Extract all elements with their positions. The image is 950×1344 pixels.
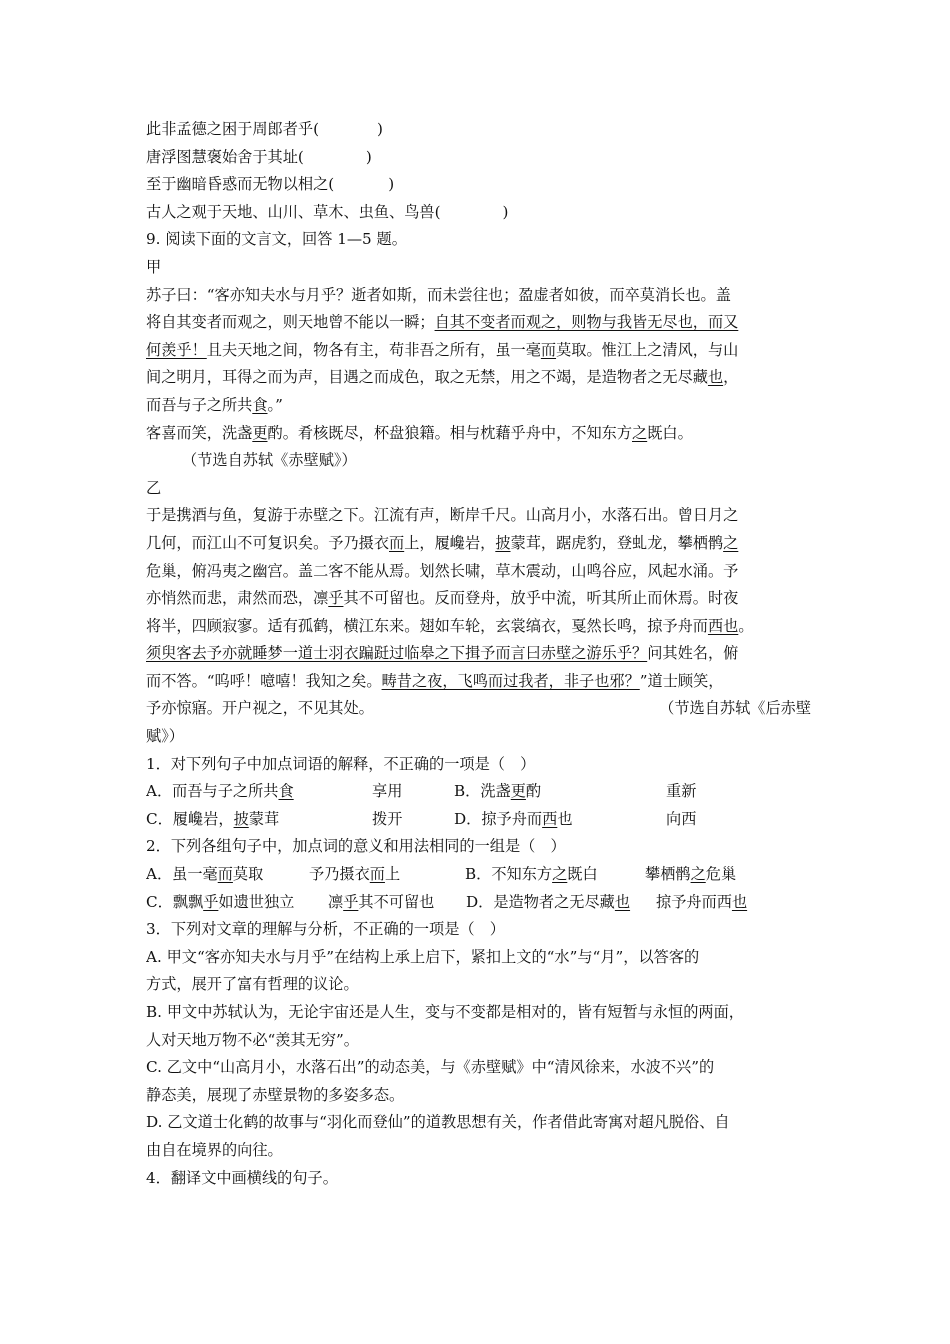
option-text: B．洗盏 (454, 782, 511, 801)
jia-text: 酌。肴核既尽，杯盘狼籍。相与枕藉乎舟中，不知东方 (267, 423, 632, 442)
yi-line: 危巢，俯冯夷之幽宫。盖二客不能从焉。划然长啸，草木震动，山鸣谷应，风起水涌。予 (146, 561, 739, 580)
underlined-sentence: 自其不变者而观之，则物与我皆无尽也，而又 (434, 313, 739, 332)
dotted-word: 乎 (328, 589, 344, 608)
q2-d2 (656, 889, 747, 917)
jia-text: 莫取。惟江上之清风，与山 (556, 340, 739, 359)
option-text: 掠予舟而西 (656, 892, 732, 911)
q1-option-c (146, 806, 372, 834)
prev-item-text: 此非孟德之困于周郎者乎( (146, 120, 319, 138)
yi-text: 其不可留也。反而登舟，放乎中流，听其所止而休焉。时夜 (343, 589, 739, 608)
q2-c2 (328, 889, 466, 917)
yi-text: ”道士顾笑， (639, 671, 724, 690)
underlined-sentence: 畴昔之夜，飞鸣而过我者，非子也邪？ (381, 671, 640, 690)
prev-item-text: 古人之观于天地、山川、草木、虫鱼、鸟兽( (146, 202, 441, 221)
q3-option-b: B. 甲文中苏轼认为，无论宇宙还是人生，变与不变都是相对的，皆有短暂与永恒的两面， (146, 1003, 744, 1021)
prev-item-1 (146, 116, 811, 144)
q3-option-c: C. 乙文中“山高月小，水落石出”的动态美，与《赤壁赋》中“清风徐来，水波不兴”的 (146, 1058, 715, 1077)
bracket-close: ) (377, 120, 383, 138)
option-text: B．不知东方 (465, 865, 553, 884)
document-page (146, 116, 811, 1192)
q2-b1 (465, 861, 645, 889)
jia-text: 客喜而笑，洗盏 (146, 423, 253, 442)
option-text: C．飘飘 (146, 892, 204, 911)
option-text: 予乃摄衣 (309, 865, 370, 884)
option-text: C．履巉岩， (146, 809, 234, 828)
jia-line: 苏子曰：“客亦知夫水与月乎？逝者如斯，而未尝往也；盈虚者如彼，而卒莫消长也。盖 (146, 285, 731, 304)
q1-b-meaning: 重新 (666, 782, 697, 801)
q3-option-d: D. 乙文道士化鹤的故事与“羽化而登仙”的道教思想有关，作者借此寄寓对超凡脱俗、自 (146, 1113, 730, 1132)
q1-c-meaning: 拨开 (372, 809, 403, 828)
bracket-close: ) (388, 175, 395, 194)
yi-line (146, 613, 811, 641)
q2-options-ab (146, 861, 811, 889)
q1-options-ab (146, 778, 811, 806)
yi-line (146, 530, 811, 558)
q2-b2 (645, 861, 736, 889)
dotted-word: 也 (614, 892, 631, 911)
q3-option-b-cont: 人对天地万物不必“羡其无穷”。 (146, 1030, 359, 1049)
dotted-word: 而 (389, 533, 405, 552)
prev-item-text: 唐浮图慧褒始舍于其址( (146, 147, 304, 166)
jia-text: 间之明月，耳得之而为声，目遇之而成色，取之无禁，用之不竭，是造物者之无尽藏 (146, 368, 708, 387)
question-1-stem: 1．对下列句子中加点词语的解释，不正确的一项是（ ） (146, 754, 536, 773)
yi-line: 于是携酒与鱼，复游于赤壁之下。江流有声，断岸千尺。山高月小，水落石出。曾日月之 (146, 506, 739, 525)
q1-option-a (146, 778, 372, 806)
option-text: 危巢 (705, 865, 737, 884)
dotted-word: 西 (542, 809, 558, 828)
jia-text: 。” (267, 395, 283, 414)
question-3-stem: 3．下列对文章的理解与分析，不正确的一项是（ ） (146, 920, 505, 939)
option-text: 莫取 (232, 865, 264, 884)
jia-line (146, 309, 811, 337)
q3-option-c-cont: 静态美，展现了赤壁景物的多姿多态。 (146, 1085, 405, 1104)
jia-text: 且夫天地之间，物各有主，苟非吾之所有，虽一毫 (206, 340, 541, 359)
dotted-word: 更 (252, 423, 268, 442)
jia-label: 甲 (146, 257, 162, 276)
dotted-word: 也 (731, 892, 748, 911)
option-text: 酌 (525, 782, 542, 801)
option-text: 也 (557, 809, 573, 828)
option-text: 凛 (328, 892, 344, 911)
jia-text: ， (723, 368, 739, 387)
dotted-word: 更 (510, 782, 526, 801)
q1-option-b (454, 778, 666, 806)
option-text: A．虽一毫 (146, 865, 218, 884)
yi-label: 乙 (146, 478, 162, 497)
yi-text: 将半，四顾寂寥。适有孤鹤，横江东来。翅如车轮，玄裳缟衣，戛然长鸣，掠予舟而 (146, 616, 708, 635)
jia-line (146, 337, 811, 365)
yi-line (146, 585, 811, 613)
yi-text: 而不答。“呜呼！噫嘻！我知之矣。 (146, 671, 382, 690)
dotted-word: 西也 (707, 616, 739, 635)
question-4-stem: 4．翻译文中画横线的句子。 (146, 1168, 338, 1187)
question-2-stem: 2．下列各组句子中，加点词的意义和用法相同的一组是（ ） (146, 837, 566, 856)
dotted-word: 食 (252, 395, 268, 414)
bracket-close: ) (502, 202, 509, 221)
yi-text: 予亦惊寤。开户视之，不见其处。 (146, 699, 374, 718)
option-text: 攀栖鹘 (645, 865, 691, 884)
jia-text: 而吾与子之所共 (146, 395, 253, 414)
bracket-close: ) (365, 147, 372, 166)
jia-text: 将自其变者而观之，则天地曾不能以一瞬； (146, 313, 435, 332)
jia-text: 既白。 (647, 423, 693, 442)
prev-item-4 (146, 199, 811, 227)
prev-item-2 (146, 144, 811, 172)
question-9: 9. 阅读下面的文言文，回答 1—5 题。 (146, 230, 407, 249)
option-text: D．掠予舟而 (454, 809, 543, 828)
dotted-word: 也 (707, 368, 724, 387)
yi-text: 。 (738, 616, 754, 635)
q1-options-cd (146, 806, 811, 834)
yi-line (146, 640, 811, 668)
dotted-word: 乎 (343, 892, 359, 911)
q1-option-d (454, 806, 666, 834)
prev-item-3 (146, 171, 811, 199)
q3-option-a: A. 甲文“客亦知夫水与月乎”在结构上承上启下，紧扣上文的“水”与“月”，以答客的 (146, 947, 700, 966)
jia-line (146, 364, 811, 392)
dotted-word: 披 (233, 809, 249, 828)
dotted-word: 而 (217, 865, 233, 884)
yi-line (146, 668, 811, 696)
q1-d-meaning: 向西 (666, 809, 697, 828)
q3-option-d-cont: 由自在境界的向往。 (146, 1140, 283, 1159)
yi-text: 亦悄然而悲，肃然而恐，凛 (146, 589, 329, 608)
yi-line: 赋》） (146, 727, 184, 746)
dotted-word: 之 (723, 533, 739, 552)
yi-text: 几何，而江山不可复识矣。予乃摄衣 (146, 533, 389, 552)
yi-source: （节选自苏轼《后赤壁 (659, 699, 811, 718)
underlined-sentence: 何羡乎！ (146, 340, 207, 359)
yi-line (146, 695, 811, 723)
yi-text: 问其姓名，俯 (647, 644, 739, 663)
q1-a-meaning: 享用 (372, 782, 403, 801)
option-text: 蒙茸 (248, 809, 280, 828)
jia-line (146, 420, 811, 448)
q3-option-a-cont: 方式，展开了富有哲理的议论。 (146, 975, 359, 994)
dotted-word: 而 (369, 865, 385, 884)
q2-d1 (466, 889, 656, 917)
option-text: 其不可留也 (358, 892, 435, 911)
q2-c1 (146, 889, 328, 917)
option-text: 上 (384, 865, 401, 884)
prev-item-text: 至于幽暗昏惑而无物以相之( (146, 175, 335, 194)
option-text: 如遗世独立 (218, 892, 295, 911)
dotted-word: 之 (632, 423, 648, 442)
q2-a1 (146, 861, 309, 889)
dotted-word: 披 (495, 533, 511, 552)
yi-text: 上，履巉岩， (404, 533, 496, 552)
q2-a2 (309, 861, 465, 889)
dotted-word: 而 (540, 340, 557, 359)
underlined-sentence: 须臾客去予亦就睡梦一道士羽衣蹁跹过临皋之下揖予而言曰赤壁之游乐乎？ (146, 644, 648, 663)
dotted-word: 之 (690, 865, 706, 884)
dotted-word: 之 (552, 865, 568, 884)
jia-source: （节选自苏轼《赤壁赋》） (182, 451, 357, 470)
option-text: D．是造物者之无尽藏 (466, 892, 615, 911)
jia-line (146, 392, 811, 420)
option-text: 既白 (567, 865, 598, 884)
dotted-word: 食 (278, 782, 294, 801)
option-text: A．而吾与子之所共 (146, 782, 279, 801)
dotted-word: 乎 (203, 892, 219, 911)
yi-text: 蒙茸，踞虎豹，登虬龙，攀栖鹘 (510, 533, 724, 552)
q2-options-cd (146, 889, 811, 917)
